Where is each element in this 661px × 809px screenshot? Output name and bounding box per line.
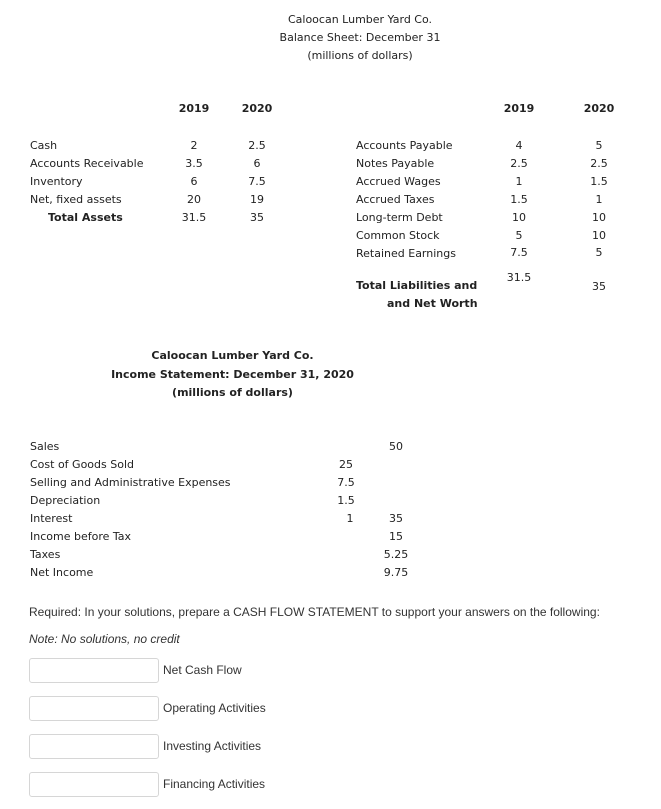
asset-label: Cash [30,139,58,152]
liability-label: Long-term Debt [356,211,443,224]
asset-2019-value: 6 [190,175,198,188]
liability-2020-value: 2.5 [590,157,608,170]
asset-2019-value: 20 [187,193,201,206]
income-row-col2: 9.75 [383,566,409,579]
liability-2020-value: 10 [592,211,606,224]
liability-2019-value: 10 [512,211,526,224]
total-assets-2019: 31.5 [181,211,207,224]
income-row-col2: 5.25 [383,548,409,561]
asset-2020-value: 6 [253,157,261,170]
asset-2020-value: 2.5 [248,139,266,152]
liability-2019-value: 5 [515,229,523,242]
liability-2020-value: 1.5 [590,175,608,188]
financing-activities-input[interactable] [29,772,159,797]
liab-header-2019: 2019 [503,102,535,115]
investing-activities-input[interactable] [29,734,159,759]
liab-header-2020: 2020 [583,102,615,115]
asset-2020-value: 7.5 [248,175,266,188]
income-statement-company: Caloocan Lumber Yard Co. [151,349,314,362]
net-cash-flow-input[interactable] [29,658,159,683]
assets-header-2020: 2020 [241,102,273,115]
asset-2019-value: 3.5 [185,157,203,170]
assets-header-2019: 2019 [178,102,210,115]
income-row-label: Income before Tax [30,530,132,543]
liability-2019-value: 4 [515,139,523,152]
income-row-col2: 35 [389,512,403,525]
liability-2019-value: 7.5 [510,246,528,259]
income-row-col1: 25 [339,458,353,471]
liability-label: Notes Payable [356,157,435,170]
balance-sheet-date: Balance Sheet: December 31 [279,31,441,44]
balance-sheet-units: (millions of dollars) [307,49,413,62]
required-instruction: Required: In your solutions, prepare a CASH FLOW STATEMENT to support your answers on the following: [29,605,600,619]
total-liabilities-2019: 31.5 [506,271,532,284]
income-row-col2: 50 [389,440,403,453]
income-row-label: Taxes [30,548,61,561]
liability-label: Accrued Taxes [356,193,435,206]
net-cash-flow-label: Net Cash Flow [163,663,242,677]
asset-2019-value: 2 [190,139,198,152]
liability-label: Accrued Wages [356,175,441,188]
income-row-label: Cost of Goods Sold [30,458,134,471]
liability-2019-value: 1.5 [510,193,528,206]
liability-label: Accounts Payable [356,139,453,152]
income-row-label: Depreciation [30,494,101,507]
income-row-label: Net Income [30,566,94,579]
asset-2020-value: 19 [250,193,264,206]
income-row-label: Sales [30,440,60,453]
total-assets-label: Total Assets [48,211,123,224]
income-statement-units: (millions of dollars) [172,386,293,399]
total-liabilities-label: Total Liabilities and [356,279,478,292]
income-row-col1: 1.5 [337,494,355,507]
income-row-col2: 15 [389,530,403,543]
asset-label: Accounts Receivable [30,157,144,170]
total-assets-2020: 35 [250,211,264,224]
income-statement-date: Income Statement: December 31, 2020 [111,368,354,381]
liability-2020-value: 5 [595,246,603,259]
total-liabilities-2020: 35 [592,280,606,293]
income-row-col1: 7.5 [337,476,355,489]
income-row-label: Interest [30,512,73,525]
financing-activities-label: Financing Activities [163,777,266,791]
income-row-col1: 1 [346,512,354,525]
liability-2020-value: 10 [592,229,606,242]
total-liabilities-label-line2: and Net Worth [387,297,478,310]
asset-label: Net, fixed assets [30,193,122,206]
liability-2020-value: 1 [595,193,603,206]
liability-label: Retained Earnings [356,247,456,260]
note-text: Note: No solutions, no credit [29,632,180,646]
balance-sheet-company: Caloocan Lumber Yard Co. [287,13,433,26]
operating-activities-label: Operating Activities [163,701,266,715]
liability-2019-value: 1 [515,175,523,188]
asset-label: Inventory [30,175,83,188]
liability-2020-value: 5 [595,139,603,152]
investing-activities-label: Investing Activities [163,739,262,753]
income-row-label: Selling and Administrative Expenses [30,476,231,489]
liability-label: Common Stock [356,229,440,242]
operating-activities-input[interactable] [29,696,159,721]
liability-2019-value: 2.5 [510,157,528,170]
